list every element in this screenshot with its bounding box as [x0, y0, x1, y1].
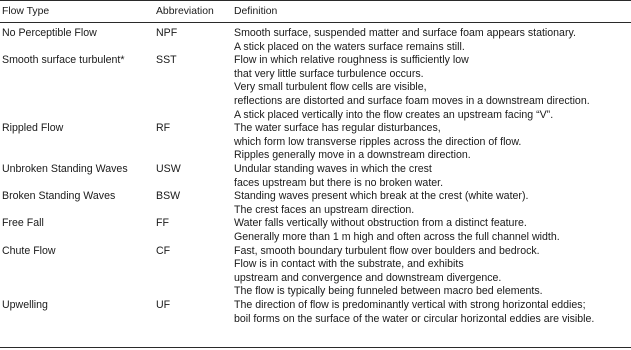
definition-line: Flow is in contact with the substrate, and exhibits	[234, 258, 464, 271]
flow-type-cell: Rippled Flow	[2, 122, 64, 135]
abbreviation-cell: USW	[156, 163, 181, 175]
definition-line: boil forms on the surface of the water or circular horizontal eddies are visible.	[234, 312, 595, 325]
abbreviation-cell: RF	[156, 122, 171, 135]
flow-type-cell: Upwelling	[2, 299, 48, 311]
definition-line: The crest faces an upstream direction.	[234, 203, 415, 216]
flow-type-cell: Smooth surface turbulent*	[2, 54, 125, 67]
definition-line: Very small turbulent flow cells are visible,	[234, 81, 427, 94]
definition-line: Water falls vertically without obstruction from a distinct feature.	[234, 217, 527, 230]
definition-line: The water surface has regular disturbances,	[234, 122, 441, 135]
definition-line: reflections are distorted and surface foam moves in a downstream direction.	[234, 94, 590, 107]
table-header-rule	[0, 22, 631, 23]
definition-line: upstream and convergence and downstream divergence.	[234, 271, 502, 284]
flow-type-cell: No Perceptible Flow	[2, 27, 97, 39]
definition-line: A stick placed vertically into the flow creates an upstream facing “V”.	[234, 108, 554, 121]
definition-line: which form low transverse ripples across the direction of flow.	[234, 135, 522, 148]
definition-cell	[234, 122, 521, 163]
flow-type-cell: Free Fall	[2, 217, 44, 230]
definition-cell	[234, 163, 443, 190]
definition-cell	[234, 190, 528, 217]
definition-line: Ripples generally move in a downstream direction.	[234, 149, 471, 162]
header-abbreviation: Abbreviation	[156, 6, 214, 17]
definition-cell	[234, 299, 594, 326]
definition-line: A stick placed on the waters surface remains still.	[234, 40, 465, 53]
definition-line: Smooth surface, suspended matter and surface foam appears stationary.	[234, 27, 576, 39]
abbreviation-cell: FF	[156, 217, 169, 230]
header-flow-type: Flow Type	[2, 6, 50, 17]
definition-line: Undular standing waves in which the crest	[234, 163, 432, 175]
abbreviation-cell: UF	[156, 299, 171, 311]
abbreviation-cell: BSW	[156, 190, 181, 203]
definition-line: Standing waves present which break at the crest (white water).	[234, 190, 529, 203]
definition-cell	[234, 54, 590, 122]
flow-type-cell: Chute Flow	[2, 244, 56, 257]
abbreviation-cell: SST	[156, 54, 177, 67]
definition-line: The direction of flow is predominantly vertical with strong horizontal eddies;	[234, 299, 586, 311]
definition-line: Fast, smooth boundary turbulent flow over boulders and bedrock.	[234, 244, 540, 257]
flow-type-cell: Broken Standing Waves	[2, 190, 116, 203]
definition-cell	[234, 245, 543, 299]
table-bottom-rule	[0, 347, 631, 348]
abbreviation-cell: CF	[156, 244, 171, 257]
definition-line: Flow in which relative roughness is sufficiently low	[234, 54, 469, 67]
definition-line: faces upstream but there is no broken water.	[234, 176, 444, 189]
definition-line: Generally more than 1 m high and often across the full channel width.	[234, 230, 560, 243]
definition-line: that very little surface turbulence occurs.	[234, 67, 424, 80]
definition-cell	[234, 217, 560, 244]
header-definition: Definition	[234, 6, 278, 17]
table-top-rule	[0, 0, 631, 1]
definition-line: The flow is typically being funneled between macro bed elements.	[234, 285, 543, 298]
definition-cell	[234, 27, 576, 54]
flow-type-cell: Unbroken Standing Waves	[2, 163, 128, 175]
abbreviation-cell: NPF	[156, 27, 178, 39]
